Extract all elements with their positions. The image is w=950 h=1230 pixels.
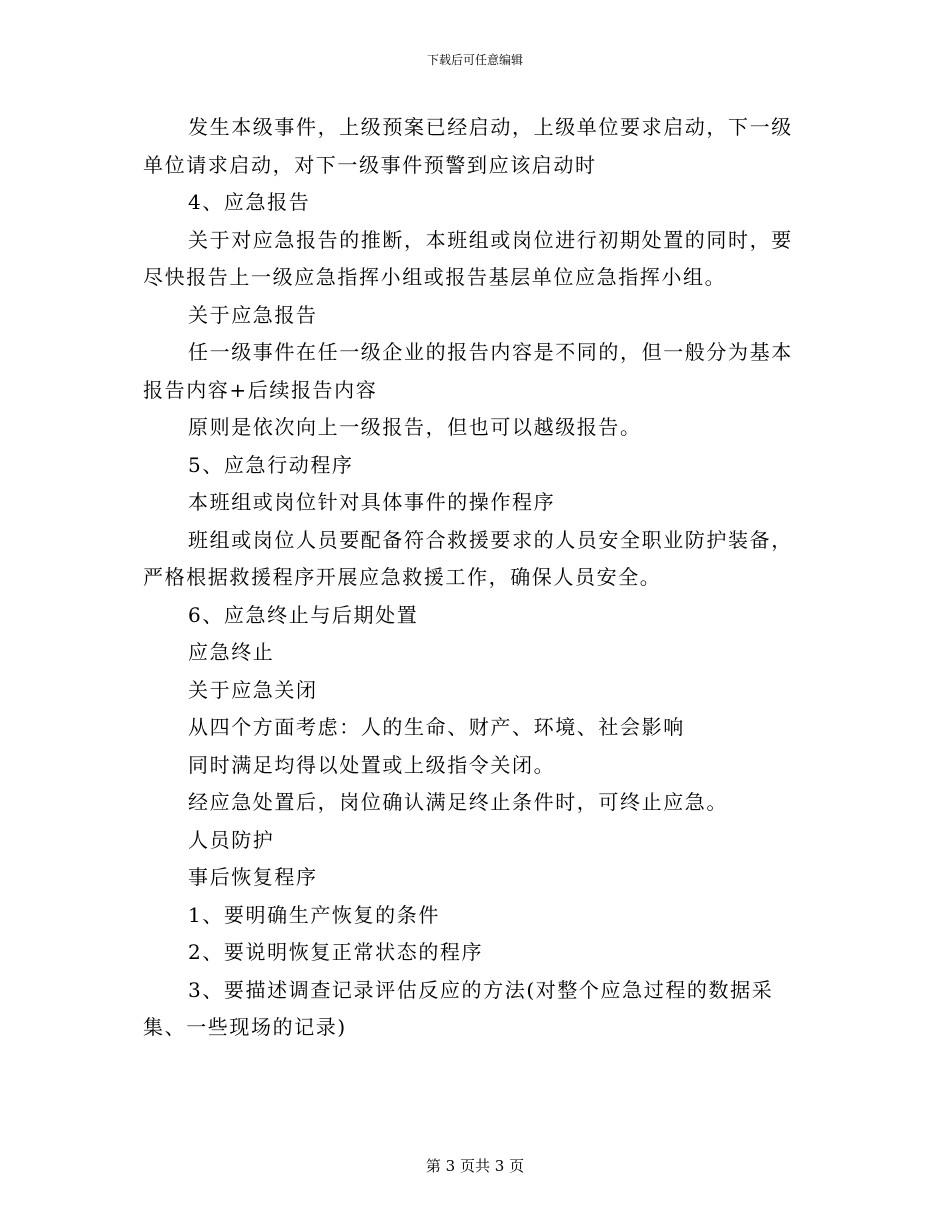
paragraph: 任一级事件在任一级企业的报告内容是不同的，但一般分为基本报告内容+后续报告内容 [143,340,793,402]
section-heading: 5、应急行动程序 [188,452,354,477]
paragraph: 从四个方面考虑：人的生命、财产、环境、社会影响 [188,715,685,739]
paragraph: 事后恢复程序 [188,865,318,889]
paragraph: 经应急处置后，岗位确认满足终止条件时，可终止应急。 [188,790,728,814]
paragraph: 本班组或岗位针对具体事件的操作程序 [188,490,556,514]
list-item: 1、要明确生产恢复的条件 [188,902,440,927]
section-heading: 6、应急终止与后期处置 [188,602,419,627]
paragraph: 应急终止 [188,640,275,664]
page-header: 下载后可任意编辑 [426,53,523,67]
paragraph: 发生本级事件，上级预案已经启动，上级单位要求启动，下一级单位请求启动，对下一级事件预警到应该启动时 [143,115,793,177]
page-footer: 第 3 页共 3 页 [425,1157,525,1175]
list-item: 3、要描述调查记录评估反应的方法(对整个应急过程的数据采集、一些现场的记录) [143,977,774,1039]
paragraph: 班组或岗位人员要配备符合救援要求的人员安全职业防护装备，严格根据救援程序开展应急救援工作，确保人员安全。 [143,527,793,589]
paragraph: 同时满足均得以处置或上级指令关闭。 [188,752,556,777]
section-heading: 4、应急报告 [188,190,311,214]
paragraph: 关于应急关闭 [188,677,318,702]
list-item: 2、要说明恢复正常状态的程序 [188,940,484,964]
document-body [143,109,808,1047]
paragraph: 原则是依次向上一级报告，但也可以越级报告。 [188,415,642,439]
paragraph: 关于应急报告 [188,302,318,327]
paragraph: 关于对应急报告的推断，本班组或岗位进行初期处置的同时，要尽快报告上一级应急指挥小组或报告基层单位应急指挥小组。 [143,227,793,289]
paragraph: 人员防护 [188,827,275,852]
